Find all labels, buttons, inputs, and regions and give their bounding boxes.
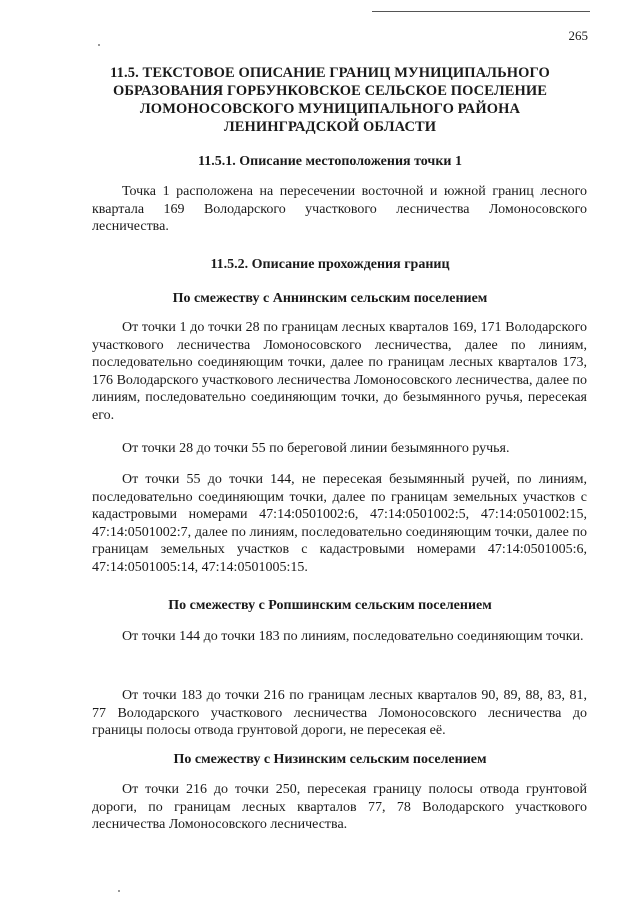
paragraph: От точки 55 до точки 144, не пересекая безымянный ручей, по линиям, последовательно соединяющим точки, далее по границам земельных участков с кадастровыми номерами 47:14:0501002:6, 47:14:0501002:5, 47:14:0501002:15, 47:14:0501002:7, далее по линиям, последовательно соединяющим точки, далее по границам земельных участков с кадастровыми номерами 47:14:0501005:6, 47:14:0501005:14, 47:14:0501005:15. xyxy=(92,472,587,575)
page-number: 265 xyxy=(568,28,588,43)
subsection-heading: По смежеству с Низинским сельским поселением xyxy=(173,752,487,767)
paragraph: Точка 1 расположена на пересечении восточной и южной границ лесного квартала 169 Володарского участкового лесничества Ломоносовского лесничества. xyxy=(92,184,587,234)
document-title xyxy=(90,64,570,136)
title-line: ЛЕНИНГРАДСКОЙ ОБЛАСТИ xyxy=(223,119,437,135)
paragraph: От точки 1 до точки 28 по границам лесных кварталов 169, 171 Володарского участкового лесничества Ломоносовского лесничества, далее по линиям, последовательно соединяющим точки, далее по границам лесных кварталов 173, 176 Володарского участкового лесничества Ломоносовского лесничества, далее по линиям, последовательно соединяющим точки, до безымянного ручья, пересекая его. xyxy=(92,320,587,423)
scan-speck xyxy=(98,44,100,46)
subsection-heading: По смежеству с Аннинским сельским поселением xyxy=(172,291,488,306)
title-line: ЛОМОНОСОВСКОГО МУНИЦИПАЛЬНОГО РАЙОНА xyxy=(139,101,521,117)
paragraph: От точки 183 до точки 216 по границам лесных кварталов 90, 89, 88, 83, 81, 77 Володарского участкового лесничества Ломоносовского лесничества до границы полосы отвода грунтовой дороги, не пересекая её. xyxy=(92,688,587,738)
section-heading: 11.5.1. Описание местоположения точки 1 xyxy=(198,154,462,169)
paragraph: От точки 216 до точки 250, пересекая границу полосы отвода грунтовой дороги, по границам лесных кварталов 77, 78 Володарского участкового лесничества Ломоносовского лесничества. xyxy=(92,782,587,832)
top-rule xyxy=(372,11,590,12)
title-line: ОБРАЗОВАНИЯ ГОРБУНКОВСКОЕ СЕЛЬСКОЕ ПОСЕЛЕНИЕ xyxy=(112,83,548,99)
paragraph: От точки 144 до точки 183 по линиям, последовательно соединяющим точки. xyxy=(122,629,584,644)
subsection-heading: По смежеству с Ропшинским сельским поселением xyxy=(168,598,492,613)
section-heading: 11.5.2. Описание прохождения границ xyxy=(210,257,450,272)
paragraph: От точки 28 до точки 55 по береговой линии безымянного ручья. xyxy=(122,441,510,456)
title-line: 11.5. ТЕКСТОВОЕ ОПИСАНИЕ ГРАНИЦ МУНИЦИПАЛЬНОГО xyxy=(110,65,550,81)
scan-speck xyxy=(118,890,120,892)
